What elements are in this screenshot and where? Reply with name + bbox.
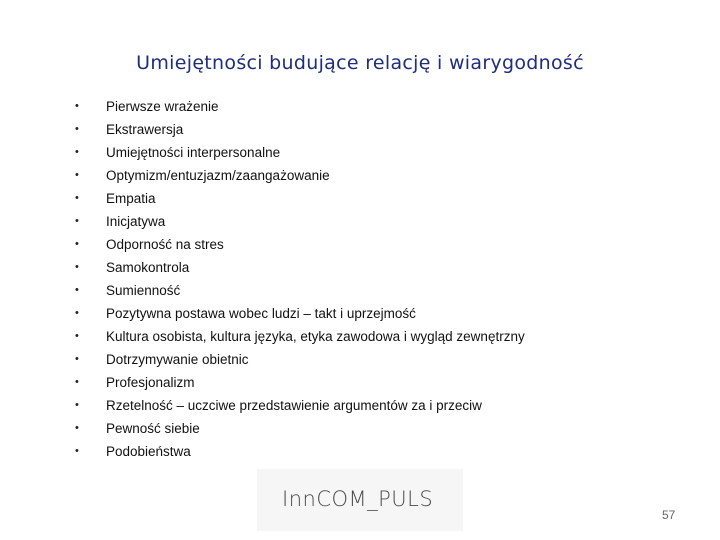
bullet-icon: • bbox=[75, 146, 79, 158]
bullet-icon: • bbox=[75, 376, 79, 388]
list-item-text: Kultura osobista, kultura języka, etyka zawodowa i wygląd zewnętrzny bbox=[106, 329, 525, 344]
list-item-text: Profesjonalizm bbox=[106, 375, 195, 390]
bullet-icon: • bbox=[75, 238, 79, 250]
bullet-icon: • bbox=[75, 123, 79, 135]
bullet-icon: • bbox=[75, 353, 79, 365]
list-item-text: Pewność siebie bbox=[106, 421, 200, 436]
logo bbox=[257, 469, 463, 531]
bullet-icon: • bbox=[75, 169, 79, 181]
bullet-icon: • bbox=[75, 307, 79, 319]
list-item-text: Empatia bbox=[106, 191, 156, 206]
list-item-text: Podobieństwa bbox=[106, 444, 191, 459]
logo-text: InnCOM_PULS bbox=[282, 487, 434, 511]
bullet-icon: • bbox=[75, 445, 79, 457]
bullet-icon: • bbox=[75, 330, 79, 342]
bullet-icon: • bbox=[75, 192, 79, 204]
list-item-text: Dotrzymywanie obietnic bbox=[106, 352, 249, 367]
slide-title: Umiejętności budujące relację i wiarygodność bbox=[136, 52, 584, 74]
bullet-icon: • bbox=[75, 284, 79, 296]
bullet-icon: • bbox=[75, 100, 79, 112]
bullet-icon: • bbox=[75, 215, 79, 227]
list-item-text: Samokontrola bbox=[106, 260, 190, 275]
list-item-text: Ekstrawersja bbox=[106, 122, 184, 137]
list-item-text: Sumienność bbox=[106, 283, 181, 298]
bullet-icon: • bbox=[75, 422, 79, 434]
bullet-icon: • bbox=[75, 399, 79, 411]
list-item-text: Odporność na stres bbox=[106, 237, 224, 252]
list-item-text: Pierwsze wrażenie bbox=[106, 99, 219, 114]
list-item-text: Pozytywna postawa wobec ludzi – takt i uprzejmość bbox=[106, 306, 416, 321]
bullet-icon: • bbox=[75, 261, 79, 273]
list-item-text: Umiejętności interpersonalne bbox=[106, 145, 281, 160]
page-number: 57 bbox=[662, 508, 676, 522]
list-item-text: Optymizm/entuzjazm/zaangażowanie bbox=[106, 168, 330, 183]
list-item-text: Rzetelność – uczciwe przedstawienie argumentów za i przeciw bbox=[106, 398, 482, 413]
list-item-text: Inicjatywa bbox=[106, 214, 166, 229]
